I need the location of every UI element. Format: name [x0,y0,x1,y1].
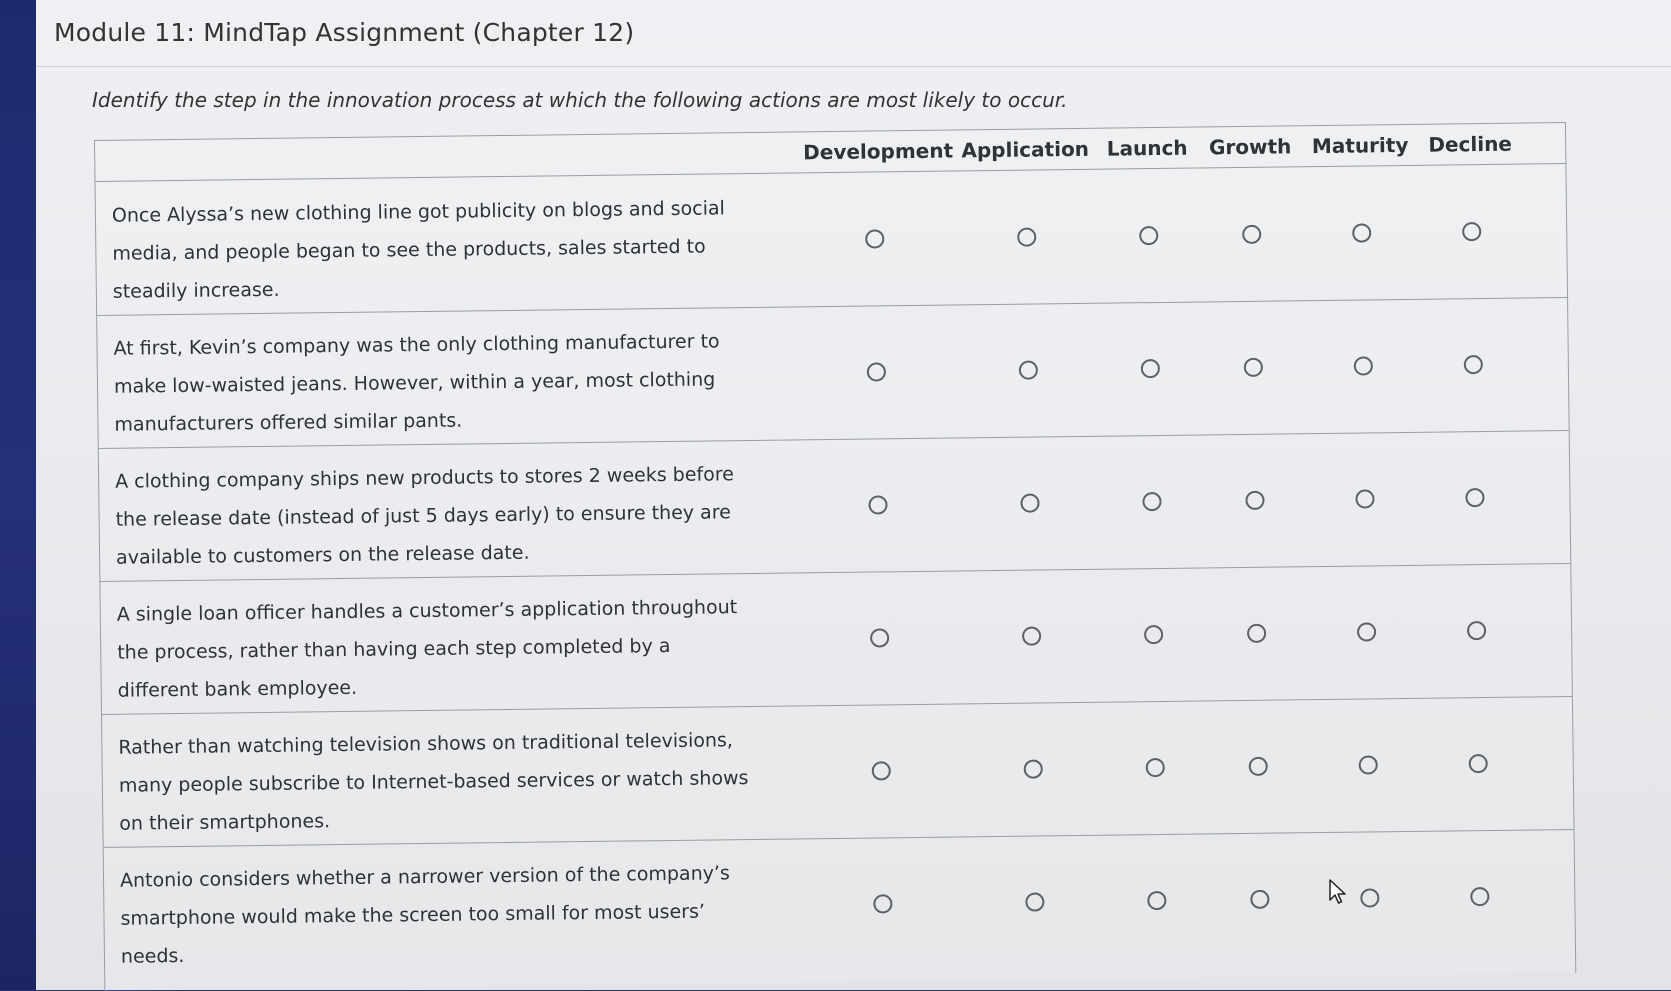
radio-maturity[interactable] [1357,622,1376,641]
mouse-pointer-icon [1328,878,1350,906]
column-header-launch: Launch [1106,135,1188,161]
radio-application[interactable] [1020,493,1039,512]
radio-development[interactable] [872,761,891,780]
radio-application[interactable] [1017,227,1036,246]
innovation-step-matrix [94,122,1576,991]
radio-maturity[interactable] [1355,489,1374,508]
matrix-row-4 [100,564,1572,715]
radio-growth[interactable] [1247,624,1266,643]
radio-application[interactable] [1019,360,1038,379]
radio-maturity[interactable] [1360,888,1379,907]
radio-launch[interactable] [1144,625,1163,644]
question-instructions: Identify the step in the innovation process at which the following actions are most likely to occur. [92,88,1068,112]
radio-decline[interactable] [1464,355,1483,374]
radio-growth[interactable] [1249,757,1268,776]
radio-application[interactable] [1025,892,1044,911]
radio-decline[interactable] [1470,887,1489,906]
radio-development[interactable] [873,894,892,913]
radio-growth[interactable] [1242,225,1261,244]
assignment-page [36,0,1671,990]
column-header-application: Application [961,136,1090,163]
radio-launch[interactable] [1139,226,1158,245]
matrix-row-2 [97,298,1569,449]
radio-decline[interactable] [1465,488,1484,507]
column-header-decline: Decline [1428,131,1513,157]
radio-application[interactable] [1022,626,1041,645]
title-bar [36,0,1671,67]
matrix-row-1 [96,165,1568,316]
matrix-row-6 [104,830,1576,980]
radio-growth[interactable] [1245,491,1264,510]
radio-growth[interactable] [1250,890,1269,909]
radio-maturity[interactable] [1359,755,1378,774]
row-statement: A single loan officer handles a customer’s application throughout the process, rather than having each step completed by a different bank employee. [116,596,738,702]
row-statement: Antonio considers whether a narrower version of the company’s smartphone would make the screen too small for most users’ needs. [119,862,730,968]
radio-decline[interactable] [1467,621,1486,640]
radio-launch[interactable] [1142,492,1161,511]
column-header-development: Development [803,138,954,165]
radio-launch[interactable] [1147,891,1166,910]
radio-growth[interactable] [1244,358,1263,377]
matrix-row-5 [102,697,1574,848]
radio-decline[interactable] [1469,754,1488,773]
radio-application[interactable] [1024,759,1043,778]
row-statement: A clothing company ships new products to stores 2 weeks before the release date (instead of just 5 days early) to ensure they are available to customers on the release date. [115,463,734,569]
radio-maturity[interactable] [1354,356,1373,375]
column-header-growth: Growth [1208,134,1292,160]
radio-development[interactable] [868,495,887,514]
page-title: Module 11: MindTap Assignment (Chapter 12) [54,18,635,47]
row-statement: Rather than watching television shows on traditional televisions, many people subscribe to Internet-based services or watch shows on their smartphones. [118,729,749,835]
radio-development[interactable] [867,362,886,381]
radio-maturity[interactable] [1352,223,1371,242]
matrix-row-3 [99,431,1571,582]
column-header-maturity: Maturity [1311,132,1409,159]
radio-decline[interactable] [1462,222,1481,241]
row-statement: Once Alyssa’s new clothing line got publicity on blogs and social media, and people began to see the products, sales started to steadily increase. [111,197,726,303]
left-nav-strip [0,0,36,990]
radio-development[interactable] [865,229,884,248]
radio-development[interactable] [870,628,889,647]
radio-launch[interactable] [1146,758,1165,777]
row-statement: At first, Kevin’s company was the only clothing manufacturer to make low-waisted jeans. However, within a year, most clothing manufacturers offered similar pants. [113,330,720,436]
radio-launch[interactable] [1141,359,1160,378]
